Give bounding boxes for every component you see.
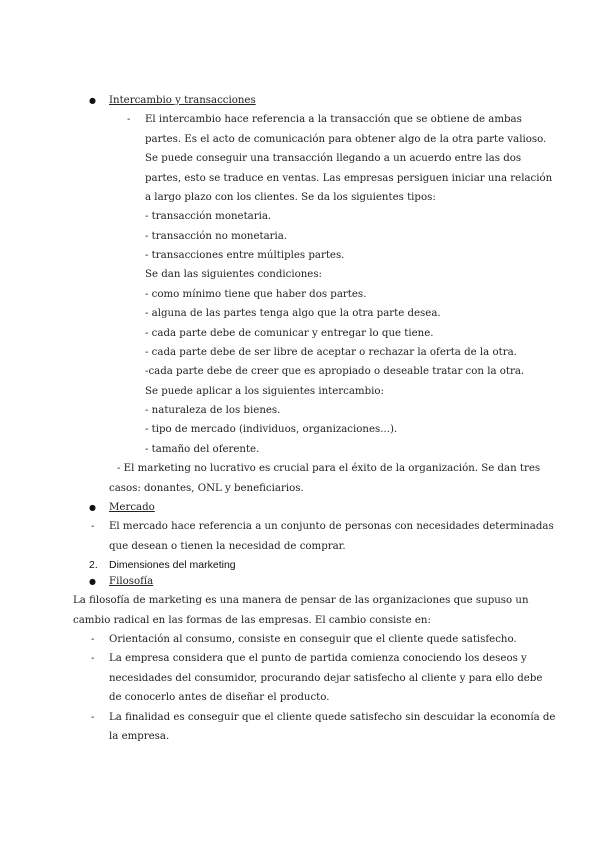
text-line: a largo plazo con los clientes. Se da los siguientes tipos:	[145, 192, 436, 203]
heading-filosofia: Filosofía	[109, 576, 154, 587]
text-line: La filosofía de marketing es una manera de pensar de las organizaciones que supuso un	[73, 595, 529, 606]
list-item: La finalidad es conseguir que el cliente quede satisfecho sin descuidar la economía de	[109, 712, 556, 723]
dash-marker: -	[91, 521, 95, 532]
list-item: -cada parte debe de creer que es apropiado o deseable tratar con la otra.	[145, 366, 525, 377]
list-item: Orientación al consumo, consiste en conseguir que el cliente quede satisfecho.	[109, 634, 517, 645]
text-line: Se puede aplicar a los siguientes intercambio:	[145, 386, 384, 397]
text-line: - El marketing no lucrativo es crucial para el éxito de la organización. Se dan tres	[117, 463, 541, 474]
bullet-icon: ●	[89, 577, 96, 586]
text-line: Se puede conseguir una transacción llegando a un acuerdo entre las dos	[145, 153, 522, 164]
list-item: - tamaño del oferente.	[145, 444, 260, 455]
text-line: cambio radical en las formas de las empresas. El cambio consiste en:	[73, 615, 431, 626]
text-line: casos: donantes, ONL y beneficiarios.	[109, 483, 304, 494]
dash-marker: -	[127, 114, 131, 125]
text-line: partes. Es el acto de comunicación para obtener algo de la otra parte valioso.	[145, 134, 547, 145]
dash-marker: -	[91, 712, 95, 723]
text-line: El intercambio hace referencia a la transacción que se obtiene de ambas	[145, 114, 522, 125]
heading-dimensiones: Dimensiones del marketing	[109, 559, 236, 571]
list-item: - cada parte debe de comunicar y entregar lo que tiene.	[145, 328, 434, 339]
list-item: La empresa considera que el punto de partida comienza conociendo los deseos y	[109, 653, 527, 664]
text-line: Se dan las siguientes condiciones:	[145, 269, 322, 280]
dash-marker: -	[91, 634, 95, 645]
text-line: partes, esto se traduce en ventas. Las empresas persiguen iniciar una relación	[145, 173, 553, 184]
heading-mercado: Mercado	[109, 502, 155, 513]
list-item: la empresa.	[109, 731, 170, 742]
heading-intercambio: Intercambio y transacciones	[109, 95, 256, 106]
list-item: de conocerlo antes de diseñar el producto.	[109, 692, 330, 703]
section-number: 2.	[89, 559, 98, 571]
list-item: - naturaleza de los bienes.	[145, 405, 281, 416]
list-item: - transacción no monetaria.	[145, 231, 288, 242]
list-item: - cada parte debe de ser libre de aceptar o rechazar la oferta de la otra.	[145, 347, 517, 358]
list-item: - transacciones entre múltiples partes.	[145, 250, 345, 261]
bullet-icon: ●	[89, 503, 96, 512]
list-item: necesidades del consumidor, procurando dejar satisfecho al cliente y para ello debe	[109, 673, 543, 684]
bullet-icon: ●	[89, 96, 96, 105]
text-line: que desean o tienen la necesidad de comprar.	[109, 541, 346, 552]
list-item: - como mínimo tiene que haber dos partes.	[145, 289, 367, 300]
text-line: El mercado hace referencia a un conjunto de personas con necesidades determinadas	[109, 521, 554, 532]
list-item: - tipo de mercado (individuos, organizaciones...).	[145, 424, 398, 435]
list-item: - transacción monetaria.	[145, 211, 272, 222]
dash-marker: -	[91, 653, 95, 664]
list-item: - alguna de las partes tenga algo que la otra parte desea.	[145, 308, 441, 319]
